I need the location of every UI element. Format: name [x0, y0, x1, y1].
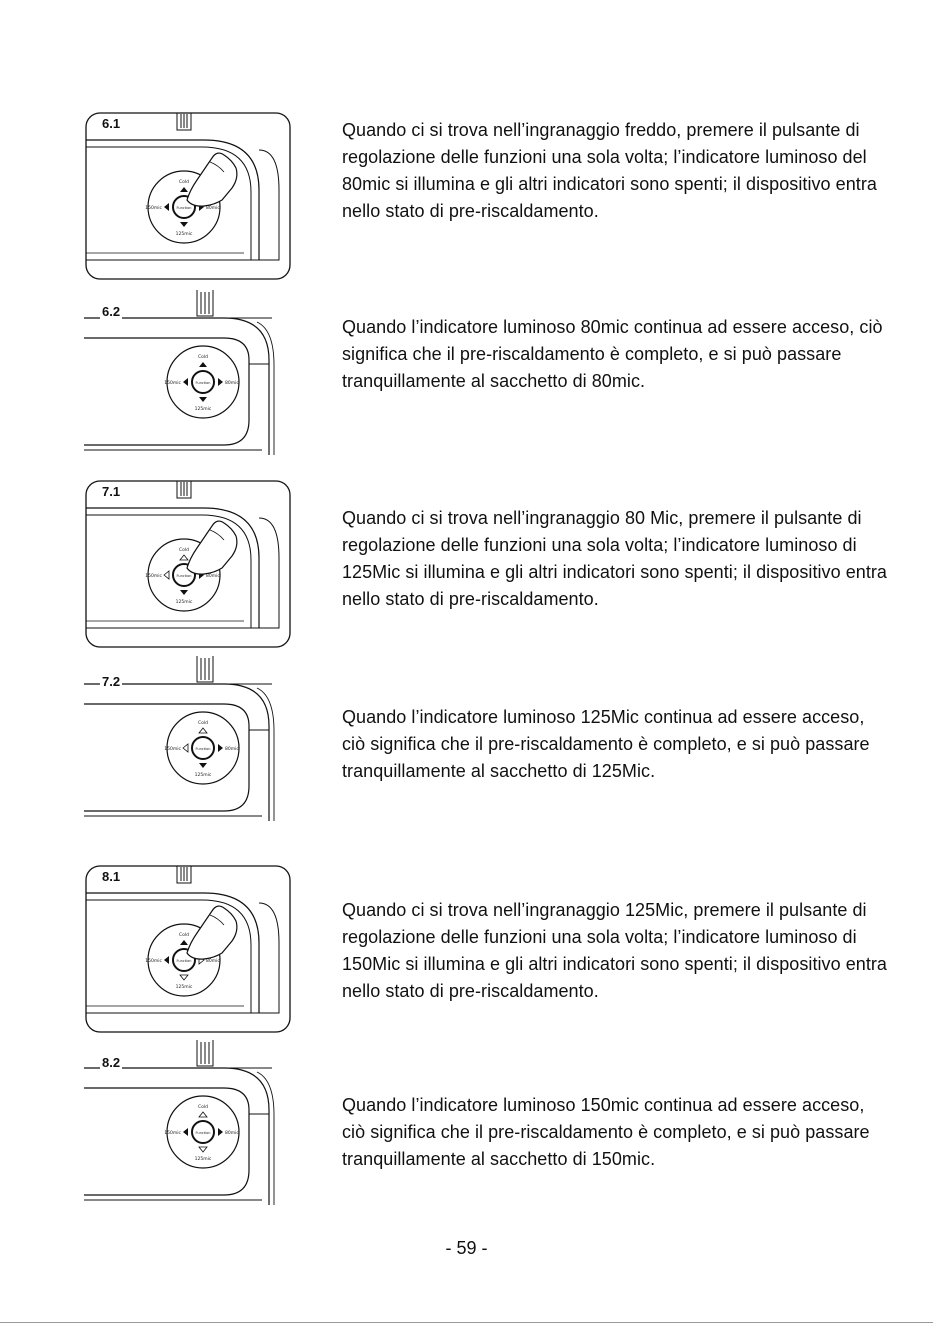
device-illustration	[84, 478, 294, 650]
device-illustration	[84, 110, 294, 282]
cord-icon	[177, 866, 191, 883]
control-label-right: 80mic	[206, 574, 220, 579]
bottom-rule	[0, 1322, 933, 1323]
control-label-right: 80mic	[206, 959, 220, 964]
figure-device-panel	[84, 863, 294, 1035]
control-label-bottom: 125mic	[175, 232, 193, 237]
control-label-left: 150mic	[164, 381, 181, 386]
step-description: Quando ci si trova nell’ingranaggio freddo, premere il pulsante di regolazione delle funzioni una sola volta; l’indicatore luminoso del 80mic si illumina e gli altri indicatori sono spenti; il dispositivo entra nello stato di pre-riscaldamento.	[342, 120, 877, 221]
control-label-top: Cold	[178, 548, 190, 553]
control-label-center: Function	[176, 959, 192, 963]
figure-device-panel	[84, 656, 274, 826]
control-label-top: Cold	[178, 933, 190, 938]
figure-label: 7.1	[102, 484, 121, 499]
control-label-top: Cold	[197, 721, 209, 726]
control-label-bottom: 125mic	[175, 985, 193, 990]
figure-label: 8.2	[102, 1055, 121, 1070]
control-label-bottom: 125mic	[175, 600, 193, 605]
control-label-left: 150mic	[164, 1131, 181, 1136]
control-label-center: Function	[195, 1131, 211, 1135]
figure-device-panel	[84, 1040, 274, 1210]
step-description: Quando ci si trova nell’ingranaggio 80 Mic, premere il pulsante di regolazione delle funzioni una sola volta; l’indicatore luminoso di 125Mic si illumina e gli altri indicatori sono spenti; il dispositivo entra nello stato di pre-riscaldamento.	[342, 508, 887, 609]
control-label-left: 150mic	[145, 206, 162, 211]
control-label-center: Function	[195, 381, 211, 385]
control-dial	[164, 1096, 239, 1168]
control-label-left: 150mic	[145, 959, 162, 964]
figure-label: 6.2	[102, 304, 121, 319]
control-label-right: 80mic	[206, 206, 220, 211]
control-label-left: 150mic	[164, 747, 181, 752]
control-label-center: Function	[176, 574, 192, 578]
cord-icon	[177, 113, 191, 130]
control-dial	[164, 346, 239, 418]
control-label-center: Function	[176, 206, 192, 210]
control-label-bottom: 125mic	[194, 1157, 212, 1162]
figure-label: 7.2	[102, 674, 121, 689]
figure-device-panel	[84, 290, 274, 460]
step-description: Quando l’indicatore luminoso 150mic continua ad essere acceso, ciò significa che il pre-riscaldamento è completo, e si può passare tranquillamente al sacchetto di 150mic.	[342, 1095, 870, 1169]
control-label-bottom: 125mic	[194, 407, 212, 412]
control-label-top: Cold	[197, 355, 209, 360]
cord-icon	[177, 481, 191, 498]
control-label-top: Cold	[178, 180, 190, 185]
step-description: Quando l’indicatore luminoso 80mic continua ad essere acceso, ciò significa che il pre-riscaldamento è completo, e si può passare tranquillamente al sacchetto di 80mic.	[342, 317, 883, 391]
control-label-left: 150mic	[145, 574, 162, 579]
cord-icon	[197, 290, 213, 316]
control-label-right: 80mic	[225, 381, 239, 386]
control-label-top: Cold	[197, 1105, 209, 1110]
cord-icon	[197, 656, 213, 682]
control-label-right: 80mic	[225, 1131, 239, 1136]
control-label-bottom: 125mic	[194, 773, 212, 778]
step-description: Quando l’indicatore luminoso 125Mic continua ad essere acceso, ciò significa che il pre-riscaldamento è completo, e si può passare tranquillamente al sacchetto di 125Mic.	[342, 707, 870, 781]
control-label-right: 80mic	[225, 747, 239, 752]
control-label-center: Function	[195, 747, 211, 751]
step-description: Quando ci si trova nell’ingranaggio 125Mic, premere il pulsante di regolazione delle funzioni una sola volta; l’indicatore luminoso di 150Mic si illumina e gli altri indicatori sono spenti; il dispositivo entra nello stato di pre-riscaldamento.	[342, 900, 887, 1001]
control-dial	[164, 712, 239, 784]
page-number: - 59 -	[445, 1238, 488, 1258]
figure-device-panel	[84, 478, 294, 650]
device-illustration	[84, 863, 294, 1035]
figure-device-panel	[84, 110, 294, 282]
figure-label: 6.1	[102, 116, 121, 131]
figure-label: 8.1	[102, 869, 121, 884]
cord-icon	[197, 1040, 213, 1066]
